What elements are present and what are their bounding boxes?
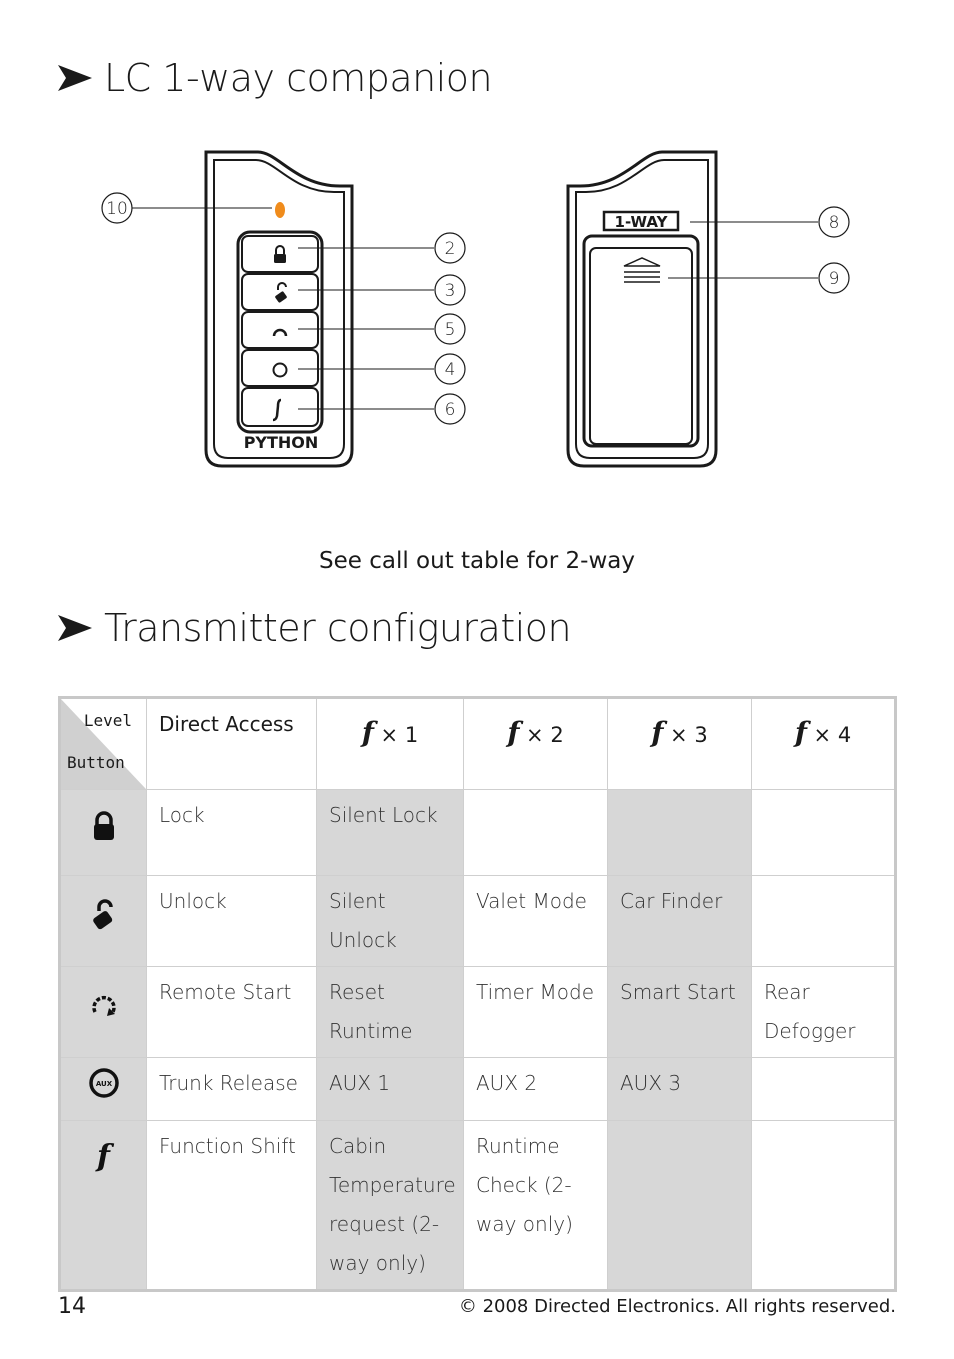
- remote-back: [568, 152, 716, 466]
- cell-direct: Lock: [147, 790, 317, 876]
- section-heading-config: [58, 606, 571, 650]
- cell-f3: [608, 790, 752, 876]
- callout-function-label: 6: [444, 400, 456, 420]
- f-x4-header: f × 4: [752, 698, 896, 790]
- page-number: 14: [58, 1294, 86, 1319]
- cell-direct: Remote Start: [147, 967, 317, 1058]
- direct-access-header: Direct Access: [147, 698, 317, 790]
- f-x2-header: f × 2: [464, 698, 608, 790]
- cell-f4: [752, 1058, 896, 1121]
- callout-aux-label: 4: [444, 360, 456, 380]
- lock-icon: [60, 790, 147, 876]
- function-icon: f: [507, 716, 520, 749]
- corner-level-label: Level: [83, 711, 132, 730]
- callout-label-label: 8: [828, 213, 840, 233]
- callout-lock-label: 2: [444, 239, 456, 259]
- cell-f3: Smart Start: [608, 967, 752, 1058]
- callout-battery-label: 9: [828, 269, 840, 289]
- unlock-icon: [60, 876, 147, 967]
- cell-direct: Trunk Release: [147, 1058, 317, 1121]
- function-icon: f: [651, 716, 664, 749]
- arrow-bullet-icon: [58, 615, 92, 641]
- table-row: [60, 1121, 896, 1291]
- callout-note: See call out table for 2-way: [319, 548, 635, 574]
- copyright-notice: © 2008 Directed Electronics. All rights reserved.: [458, 1296, 896, 1317]
- table-row: [60, 1058, 896, 1121]
- cell-f3: AUX 3: [608, 1058, 752, 1121]
- cell-f4: [752, 876, 896, 967]
- cell-f1: Cabin Temperature request (2-way only): [317, 1121, 464, 1291]
- function-icon: f: [60, 1121, 147, 1291]
- cell-f4: Rear Defogger: [752, 967, 896, 1058]
- cell-f3: [608, 1121, 752, 1291]
- section-heading-companion: [58, 56, 492, 100]
- cell-f2: Timer Mode: [464, 967, 608, 1058]
- table-header-row: [60, 698, 896, 790]
- led-indicator: [275, 202, 285, 218]
- table-row: [60, 876, 896, 967]
- function-icon: f: [361, 716, 374, 749]
- transmitter-config-table: [58, 696, 897, 1292]
- cell-f1: Silent Lock: [317, 790, 464, 876]
- cell-f1: AUX 1: [317, 1058, 464, 1121]
- remote-start-icon: [60, 967, 147, 1058]
- f-x1-header: f × 1: [317, 698, 464, 790]
- heading-text: LC 1-way companion: [104, 56, 493, 100]
- heading-text: Transmitter configuration: [104, 606, 572, 650]
- cell-f2: Runtime Check (2-way only): [464, 1121, 608, 1291]
- cell-f4: [752, 1121, 896, 1291]
- remote-front: [206, 152, 352, 466]
- cell-f3: Car Finder: [608, 876, 752, 967]
- remote-diagram: [0, 130, 954, 480]
- badge-text: 1-WAY: [614, 213, 668, 231]
- callout-led-label: 10: [106, 199, 128, 219]
- f-x3-header: f × 3: [608, 698, 752, 790]
- table-row: [60, 790, 896, 876]
- corner-button-label: Button: [67, 753, 125, 772]
- table-row: [60, 967, 896, 1058]
- cell-direct: Unlock: [147, 876, 317, 967]
- cell-f2: Valet Mode: [464, 876, 608, 967]
- corner-cell: [60, 698, 147, 790]
- cell-f1: Silent Unlock: [317, 876, 464, 967]
- arrow-bullet-icon: [58, 65, 92, 91]
- cell-f2: AUX 2: [464, 1058, 608, 1121]
- aux-icon: [60, 1058, 147, 1121]
- brand-logo: PYTHON: [243, 433, 319, 452]
- cell-f4: [752, 790, 896, 876]
- callout-start-label: 5: [444, 320, 456, 340]
- function-icon: f: [794, 716, 807, 749]
- cell-direct: Function Shift: [147, 1121, 317, 1291]
- cell-f1: Reset Runtime: [317, 967, 464, 1058]
- callout-unlock-label: 3: [444, 281, 456, 301]
- cell-f2: [464, 790, 608, 876]
- svg-text:AUX: AUX: [95, 1079, 112, 1088]
